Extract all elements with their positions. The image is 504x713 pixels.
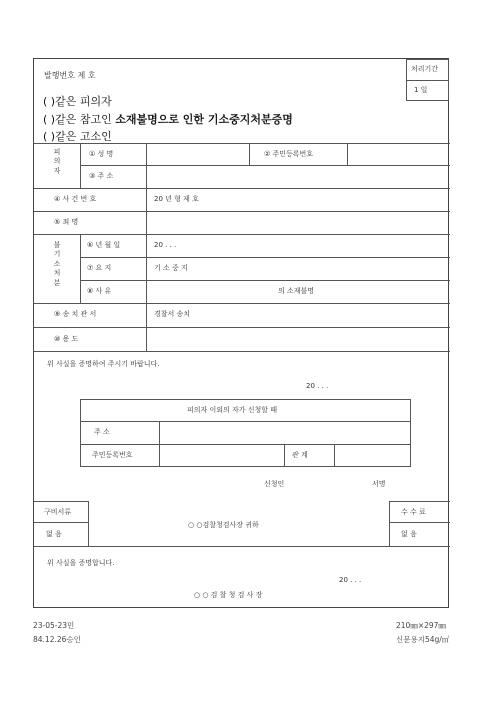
- summary-label: ⑦ 요 지: [87, 264, 112, 272]
- disposition-date-value: 20 . . .: [154, 241, 177, 249]
- transfer-office-label: ⑨ 송 치 관 서: [54, 310, 97, 318]
- certificate-form: [33, 58, 449, 608]
- title-witness: ( )같은 참고인 소재불명으로 인한 기소중지처분증명: [43, 113, 293, 126]
- charge-label: ⑤ 죄 명: [54, 218, 79, 226]
- disposition-section-label: 불기소처분: [53, 241, 61, 287]
- fee-label: 수 수 료: [401, 508, 426, 516]
- case-number-label: ④ 사 건 번 호: [54, 195, 97, 203]
- relation-label: 관 계: [292, 451, 308, 459]
- rrn-label: ② 주민등록번호: [264, 150, 314, 158]
- processing-period-label: 처리기간: [411, 65, 439, 73]
- request-text: 위 사실을 증명하여 주시기 바랍니다.: [47, 360, 160, 368]
- applicant-label: 신청인: [264, 480, 285, 488]
- approval-date: 84.12.26승인: [33, 635, 81, 644]
- issue-number: 발행번호 제 호: [44, 71, 96, 80]
- title-suspect: ( )같은 피의자: [43, 95, 112, 108]
- paper-type: 신문용지54g/㎡: [396, 635, 450, 644]
- applicant-address-label: 주 소: [94, 428, 110, 436]
- suspect-section-label: 피의자: [53, 148, 61, 175]
- disposition-date-label: ⑥ 년 월 일: [87, 241, 121, 249]
- required-docs-label: 구비서류: [44, 508, 72, 516]
- certification-date: 20 . . .: [339, 576, 362, 584]
- purpose-label: ⑩ 용 도: [54, 335, 79, 343]
- applicant-rrn-label: 주민등록번호: [92, 451, 133, 459]
- summary-value: 기 소 중 지: [154, 264, 188, 272]
- name-label: ① 성 명: [89, 150, 114, 158]
- case-number-value: 20 년 형 제 호: [154, 195, 199, 203]
- processing-period-value: 1 일: [414, 86, 428, 94]
- reason-label: ⑧ 사 유: [87, 287, 112, 295]
- transfer-office-value: 경찰서 송치: [154, 310, 191, 318]
- certification-text: 위 사실을 증명합니다.: [47, 559, 115, 567]
- fee-value: 없 음: [401, 530, 417, 538]
- address-label: ③ 주 소: [89, 172, 114, 180]
- issuer: ○ ○ 검 찰 청 검 사 장: [194, 591, 263, 599]
- other-applicant-title: 피의자 이외의 자가 신청할 때: [187, 406, 278, 414]
- form-number: 23-05-23민: [33, 621, 75, 630]
- title-complainant: ( )같은 고소인: [43, 130, 112, 143]
- paper-size: 210㎜×297㎜: [396, 621, 446, 630]
- addressee: ○ ○검찰청검사장 귀하: [188, 521, 259, 529]
- signature-label: 서명: [372, 480, 386, 488]
- required-docs-value: 없 음: [46, 530, 62, 538]
- reason-value: 의 소재불명: [278, 287, 315, 295]
- request-date: 20 . . .: [306, 382, 329, 390]
